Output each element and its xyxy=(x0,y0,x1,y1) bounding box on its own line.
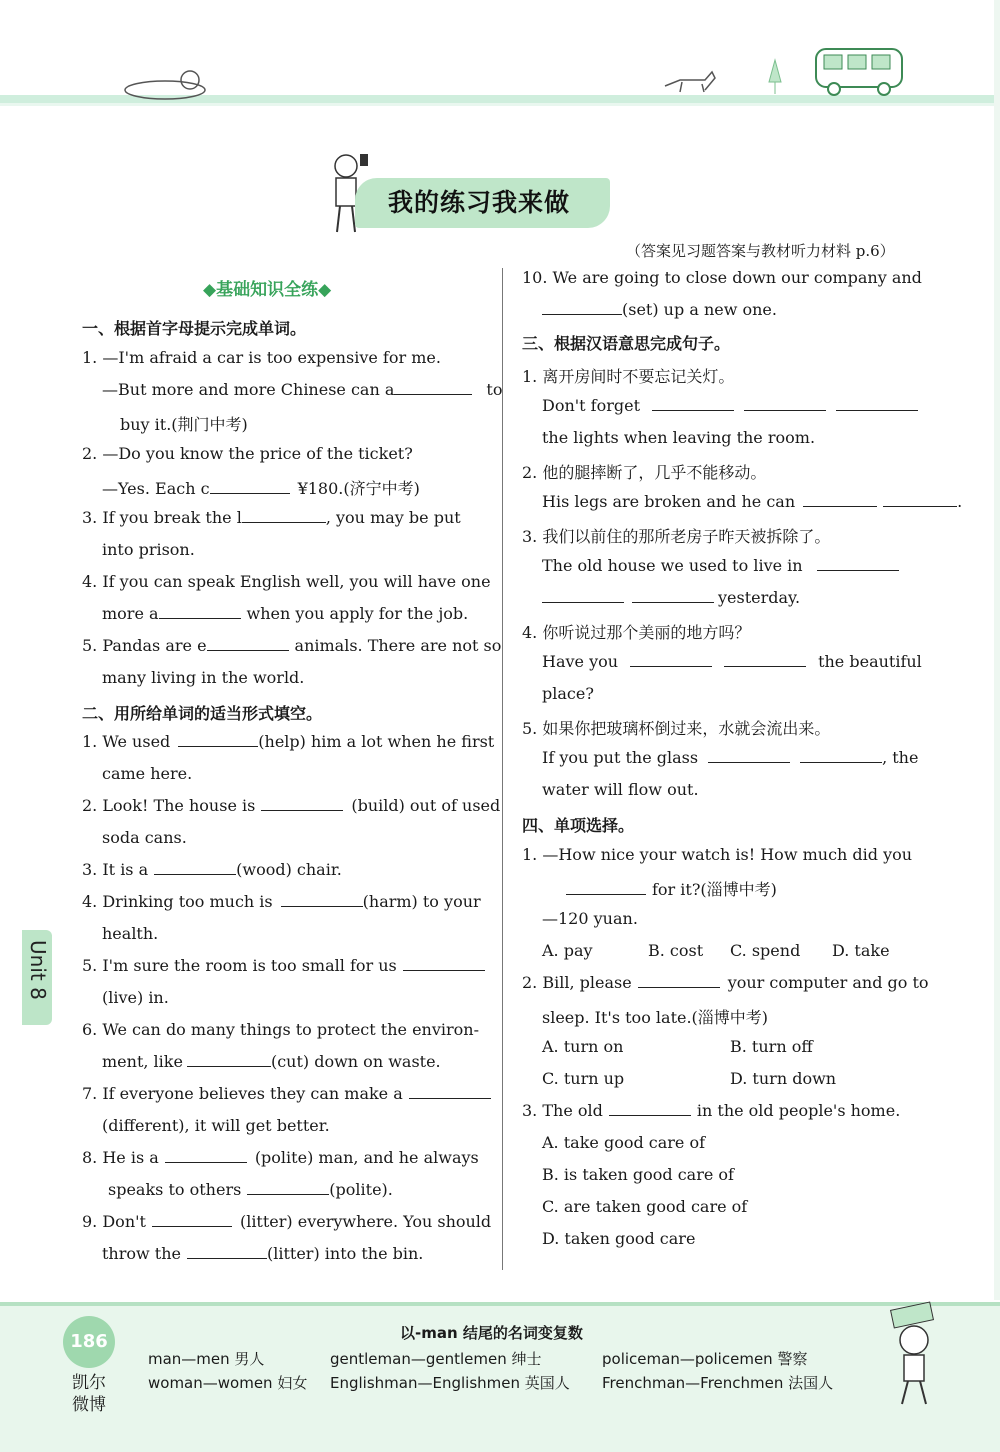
cat-icon xyxy=(660,66,720,96)
question-line: —Yes. Each c ¥180.(济宁中考) xyxy=(102,479,420,498)
answer-blank[interactable] xyxy=(817,556,899,571)
question-text: 1. 离开房间时不要忘记关灯。 xyxy=(522,367,735,386)
footer-word: policeman—policemen 警察 xyxy=(602,1350,808,1368)
answer-blank[interactable] xyxy=(836,396,918,411)
question-line: (set) up a new one. xyxy=(542,300,777,319)
question-line: 1. We used (help) him a lot when he first xyxy=(82,732,495,751)
heading-part3: 三、根据汉语意思完成句子。 xyxy=(522,334,731,353)
page-edge xyxy=(994,0,1000,1300)
section-header: ◆基础知识全练◆ xyxy=(203,280,332,300)
answer-blank[interactable] xyxy=(652,396,734,411)
answer-blank[interactable] xyxy=(632,588,714,603)
answer-blank[interactable] xyxy=(566,880,646,895)
bus-icon xyxy=(812,45,907,100)
answer-blank[interactable] xyxy=(165,1148,247,1163)
footer-title: 以-man 结尾的名词变复数 xyxy=(400,1324,583,1342)
question-line: The old house we used to live in xyxy=(542,556,899,575)
question-text: 2. 他的腿摔断了，几乎不能移动。 xyxy=(522,463,767,482)
answer-blank[interactable] xyxy=(152,1212,232,1227)
question-text: 1. —How nice your watch is! How much did you xyxy=(522,845,913,864)
brand-label: 凯尔 微博 xyxy=(72,1373,106,1415)
question-line: Don't forget xyxy=(542,396,918,415)
heading-part2: 二、用所给单词的适当形式填空。 xyxy=(82,704,323,723)
question-line: speaks to others (polite). xyxy=(108,1180,393,1199)
heading-part1: 一、根据首字母提示完成单词。 xyxy=(82,319,307,338)
answer-blank[interactable] xyxy=(159,604,241,619)
question-text: many living in the world. xyxy=(102,668,305,687)
answer-blank[interactable] xyxy=(261,796,343,811)
question-line: 3. The old in the old people's home. xyxy=(522,1101,901,1120)
question-line: yesterday. xyxy=(542,588,800,607)
question-text: 4. If you can speak English well, you will have one xyxy=(82,572,491,591)
answer-blank[interactable] xyxy=(609,1101,691,1116)
option-d[interactable]: D. taken good care xyxy=(542,1229,696,1248)
question-text: buy it.(荆门中考) xyxy=(120,415,248,434)
answer-blank[interactable] xyxy=(542,588,624,603)
option-a[interactable]: A. turn on xyxy=(542,1037,624,1056)
question-text: the lights when leaving the room. xyxy=(542,428,816,447)
question-text: sleep. It's too late.(淄博中考) xyxy=(542,1008,769,1027)
answer-blank[interactable] xyxy=(883,492,957,507)
question-line: 3. If you break the l , you may be put xyxy=(82,508,461,527)
question-text: 2. —Do you know the price of the ticket? xyxy=(82,444,413,463)
footer-word: Englishman—Englishmen 英国人 xyxy=(330,1374,570,1392)
question-line: If you put the glass , the xyxy=(542,748,919,767)
question-text: 6. We can do many things to protect the environ- xyxy=(82,1020,479,1039)
heading-part4: 四、单项选择。 xyxy=(522,816,635,835)
question-text: into prison. xyxy=(102,540,195,559)
question-text: soda cans. xyxy=(102,828,187,847)
question-line: 8. He is a (polite) man, and he always xyxy=(82,1148,479,1167)
girl-with-book-icon xyxy=(872,1300,952,1410)
question-text: 4. 你听说过那个美丽的地方吗？ xyxy=(522,623,751,642)
page-number: 186 xyxy=(63,1316,115,1368)
option-a[interactable]: A. pay xyxy=(542,941,593,960)
question-line: 5. I'm sure the room is too small for us xyxy=(82,956,485,975)
answer-blank[interactable] xyxy=(630,652,712,667)
question-text: (live) in. xyxy=(102,988,169,1007)
page-title: 我的练习我来做 xyxy=(388,188,571,217)
question-line: —But more and more Chinese can a to xyxy=(102,380,503,399)
question-line: throw the (litter) into the bin. xyxy=(102,1244,424,1263)
option-d[interactable]: D. turn down xyxy=(730,1069,837,1088)
question-line: 7. If everyone believes they can make a xyxy=(82,1084,491,1103)
question-text: (different), it will get better. xyxy=(102,1116,330,1135)
header-stripe-light xyxy=(0,103,1000,106)
footer-word: gentleman—gentlemen 绅士 xyxy=(330,1350,542,1368)
answer-blank[interactable] xyxy=(724,652,806,667)
unit-label: Unit 8 xyxy=(26,940,50,1000)
question-text: place? xyxy=(542,684,594,703)
sleeping-figure-icon xyxy=(120,62,210,102)
question-text: 1. —I'm afraid a car is too expensive for me. xyxy=(82,348,441,367)
tree-icon xyxy=(765,58,785,96)
question-text: —120 yuan. xyxy=(542,909,638,928)
answer-note: （答案见习题答案与教材听力材料 p.6） xyxy=(626,242,895,260)
question-text: 3. 我们以前住的那所老房子昨天被拆除了。 xyxy=(522,527,831,546)
answer-blank[interactable] xyxy=(210,479,290,494)
question-line: 5. Pandas are e animals. There are not so xyxy=(82,636,502,655)
footer-border xyxy=(0,1302,1000,1306)
answer-blank[interactable] xyxy=(803,492,877,507)
question-text: health. xyxy=(102,924,159,943)
answer-blank[interactable] xyxy=(247,1180,329,1195)
question-line: more a when you apply for the job. xyxy=(102,604,469,623)
answer-blank[interactable] xyxy=(638,973,720,988)
option-c[interactable]: C. are taken good care of xyxy=(542,1197,748,1216)
answer-blank[interactable] xyxy=(154,860,236,875)
column-divider xyxy=(502,268,503,1270)
answer-blank[interactable] xyxy=(744,396,826,411)
question-line: His legs are broken and he can . xyxy=(542,492,963,511)
footer-word: Frenchman—Frenchmen 法国人 xyxy=(602,1374,834,1392)
option-d[interactable]: D. take xyxy=(832,941,890,960)
question-text: 10. We are going to close down our company and xyxy=(522,268,922,287)
question-line: 2. Look! The house is (build) out of used xyxy=(82,796,501,815)
footer-word: woman—women 妇女 xyxy=(148,1374,308,1392)
answer-blank[interactable] xyxy=(394,380,472,395)
answer-blank[interactable] xyxy=(708,748,790,763)
answer-blank[interactable] xyxy=(542,300,622,315)
answer-blank[interactable] xyxy=(207,636,289,651)
answer-blank[interactable] xyxy=(281,892,363,907)
option-b[interactable]: B. is taken good care of xyxy=(542,1165,734,1184)
question-text: 5. 如果你把玻璃杯倒过来，水就会流出来。 xyxy=(522,719,831,738)
question-line: 2. Bill, please your computer and go to xyxy=(522,973,929,992)
question-text: water will flow out. xyxy=(542,780,699,799)
question-text: came here. xyxy=(102,764,193,783)
question-line: Have you the beautiful xyxy=(542,652,922,671)
answer-blank[interactable] xyxy=(178,732,258,747)
question-line: 3. It is a (wood) chair. xyxy=(82,860,342,879)
answer-blank[interactable] xyxy=(403,956,485,971)
option-a[interactable]: A. take good care of xyxy=(542,1133,706,1152)
question-line: 4. Drinking too much is (harm) to your xyxy=(82,892,481,911)
answer-blank[interactable] xyxy=(242,508,326,523)
answer-blank[interactable] xyxy=(409,1084,491,1099)
question-line: 9. Don't (litter) everywhere. You should xyxy=(82,1212,492,1231)
answer-blank[interactable] xyxy=(187,1052,271,1067)
option-b[interactable]: B. cost xyxy=(648,941,704,960)
option-c[interactable]: C. turn up xyxy=(542,1069,625,1088)
answer-blank[interactable] xyxy=(800,748,882,763)
question-line: ment, like (cut) down on waste. xyxy=(102,1052,441,1071)
footer-word: man—men 男人 xyxy=(148,1350,265,1368)
question-line: for it?(淄博中考) xyxy=(566,877,777,900)
answer-blank[interactable] xyxy=(187,1244,267,1259)
option-b[interactable]: B. turn off xyxy=(730,1037,813,1056)
option-c[interactable]: C. spend xyxy=(730,941,801,960)
